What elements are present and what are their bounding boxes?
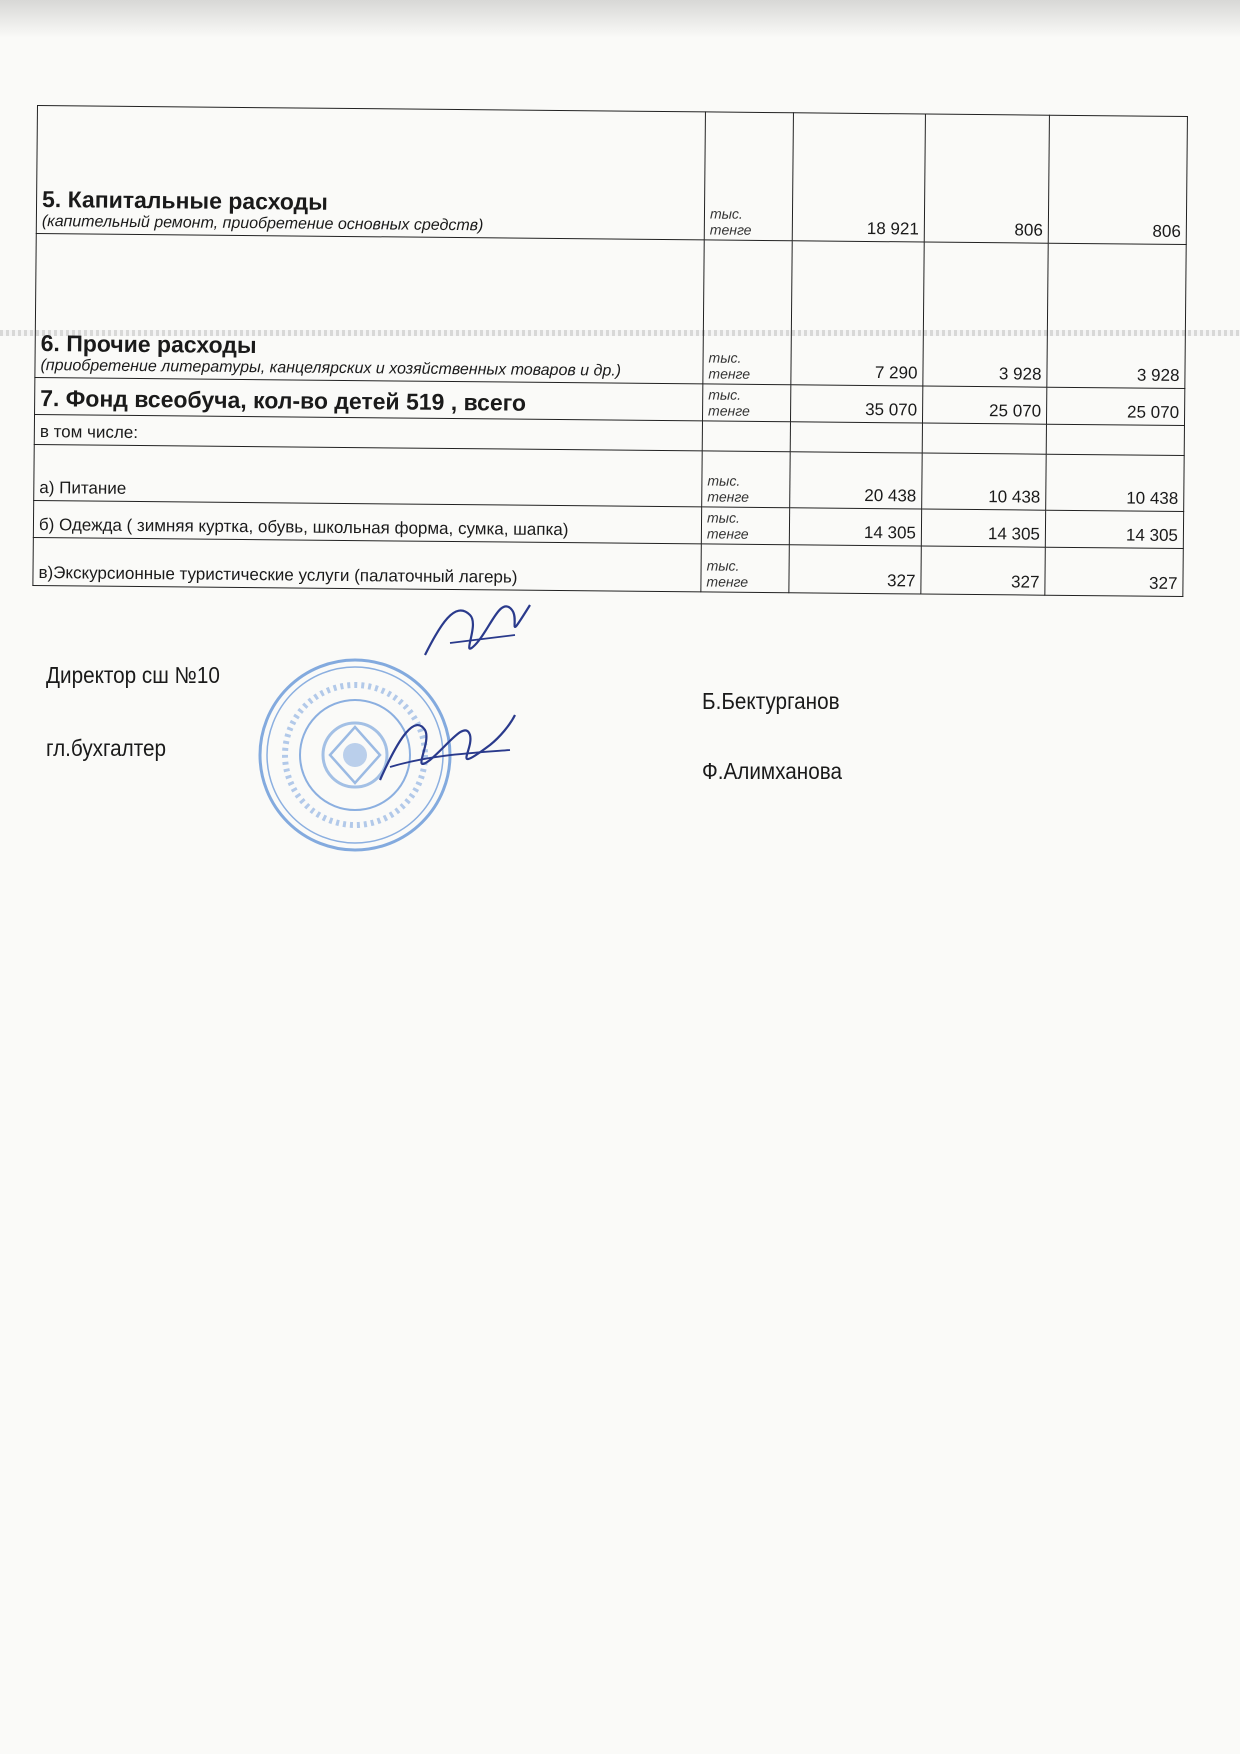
empty-cell <box>1046 424 1184 455</box>
table-row <box>36 106 1187 245</box>
row-value-1: 327 <box>789 545 921 594</box>
row-value-3: 806 <box>1048 115 1187 244</box>
row-value-2: 14 305 <box>921 509 1045 547</box>
row-value-1: 14 305 <box>789 508 921 546</box>
scan-top-shadow <box>0 0 1240 38</box>
row-value-2: 10 438 <box>922 453 1047 510</box>
empty-cell <box>702 421 790 452</box>
table-row <box>33 537 1183 596</box>
row-label: в том числе: <box>34 414 702 450</box>
row-value-2: 806 <box>924 114 1049 243</box>
row-value-1: 35 070 <box>790 385 922 423</box>
row-value-1: 20 438 <box>790 452 923 509</box>
row-title: 5. Капитальные расходы <box>41 186 328 215</box>
row-label: в)Экскурсионные туристические услуги (палаточный лагерь) <box>33 537 701 591</box>
row-value-2: 327 <box>921 546 1045 595</box>
row-value-1: 18 921 <box>792 113 925 242</box>
accountant-signature-icon <box>370 705 520 800</box>
row-unit: тыс. тенге <box>701 507 789 545</box>
row-label: а) Питание <box>34 444 703 506</box>
expense-table <box>32 105 1188 597</box>
row-label <box>35 233 704 383</box>
director-label: Директор сш №10 <box>46 662 220 688</box>
row-title: 6. Прочие расходы <box>40 330 257 359</box>
row-value-3: 25 070 <box>1046 387 1184 425</box>
empty-cell <box>790 422 922 453</box>
row-note: (приобретение литературы, канцелярских и хозяйственных товаров и др.) <box>40 357 622 380</box>
row-unit: тыс. тенге <box>703 240 792 385</box>
row-value-3: 10 438 <box>1046 454 1185 511</box>
expense-table-wrapper <box>32 105 1188 597</box>
row-unit: тыс. тенге <box>702 451 791 508</box>
row-value-1: 7 290 <box>791 241 924 386</box>
director-name: Б.Бектурганов <box>702 688 840 714</box>
row-note: (капительный ремонт, приобретение основных средств) <box>41 213 484 235</box>
row-value-3: 327 <box>1045 547 1183 596</box>
table-row <box>35 233 1186 388</box>
row-value-2: 25 070 <box>922 386 1046 424</box>
row-label <box>35 377 703 420</box>
empty-cell <box>922 423 1046 454</box>
row-value-3: 3 928 <box>1047 243 1186 388</box>
director-signature-icon <box>420 585 540 675</box>
row-label: б) Одежда ( зимняя куртка, обувь, школьная форма, сумка, шапка) <box>33 500 701 543</box>
row-unit: тыс. тенге <box>704 112 793 241</box>
row-value-3: 14 305 <box>1045 510 1183 548</box>
row-value-2: 3 928 <box>923 242 1048 387</box>
row-unit: тыс. тенге <box>701 544 789 593</box>
accountant-name: Ф.Алимханова <box>702 758 843 784</box>
row-unit: тыс. тенге <box>702 384 790 422</box>
row-title: 7. Фонд всеобуча, кол-во детей 519 , всего <box>40 385 527 416</box>
row-label <box>36 106 705 240</box>
accountant-label: гл.бухгалтер <box>46 735 166 761</box>
